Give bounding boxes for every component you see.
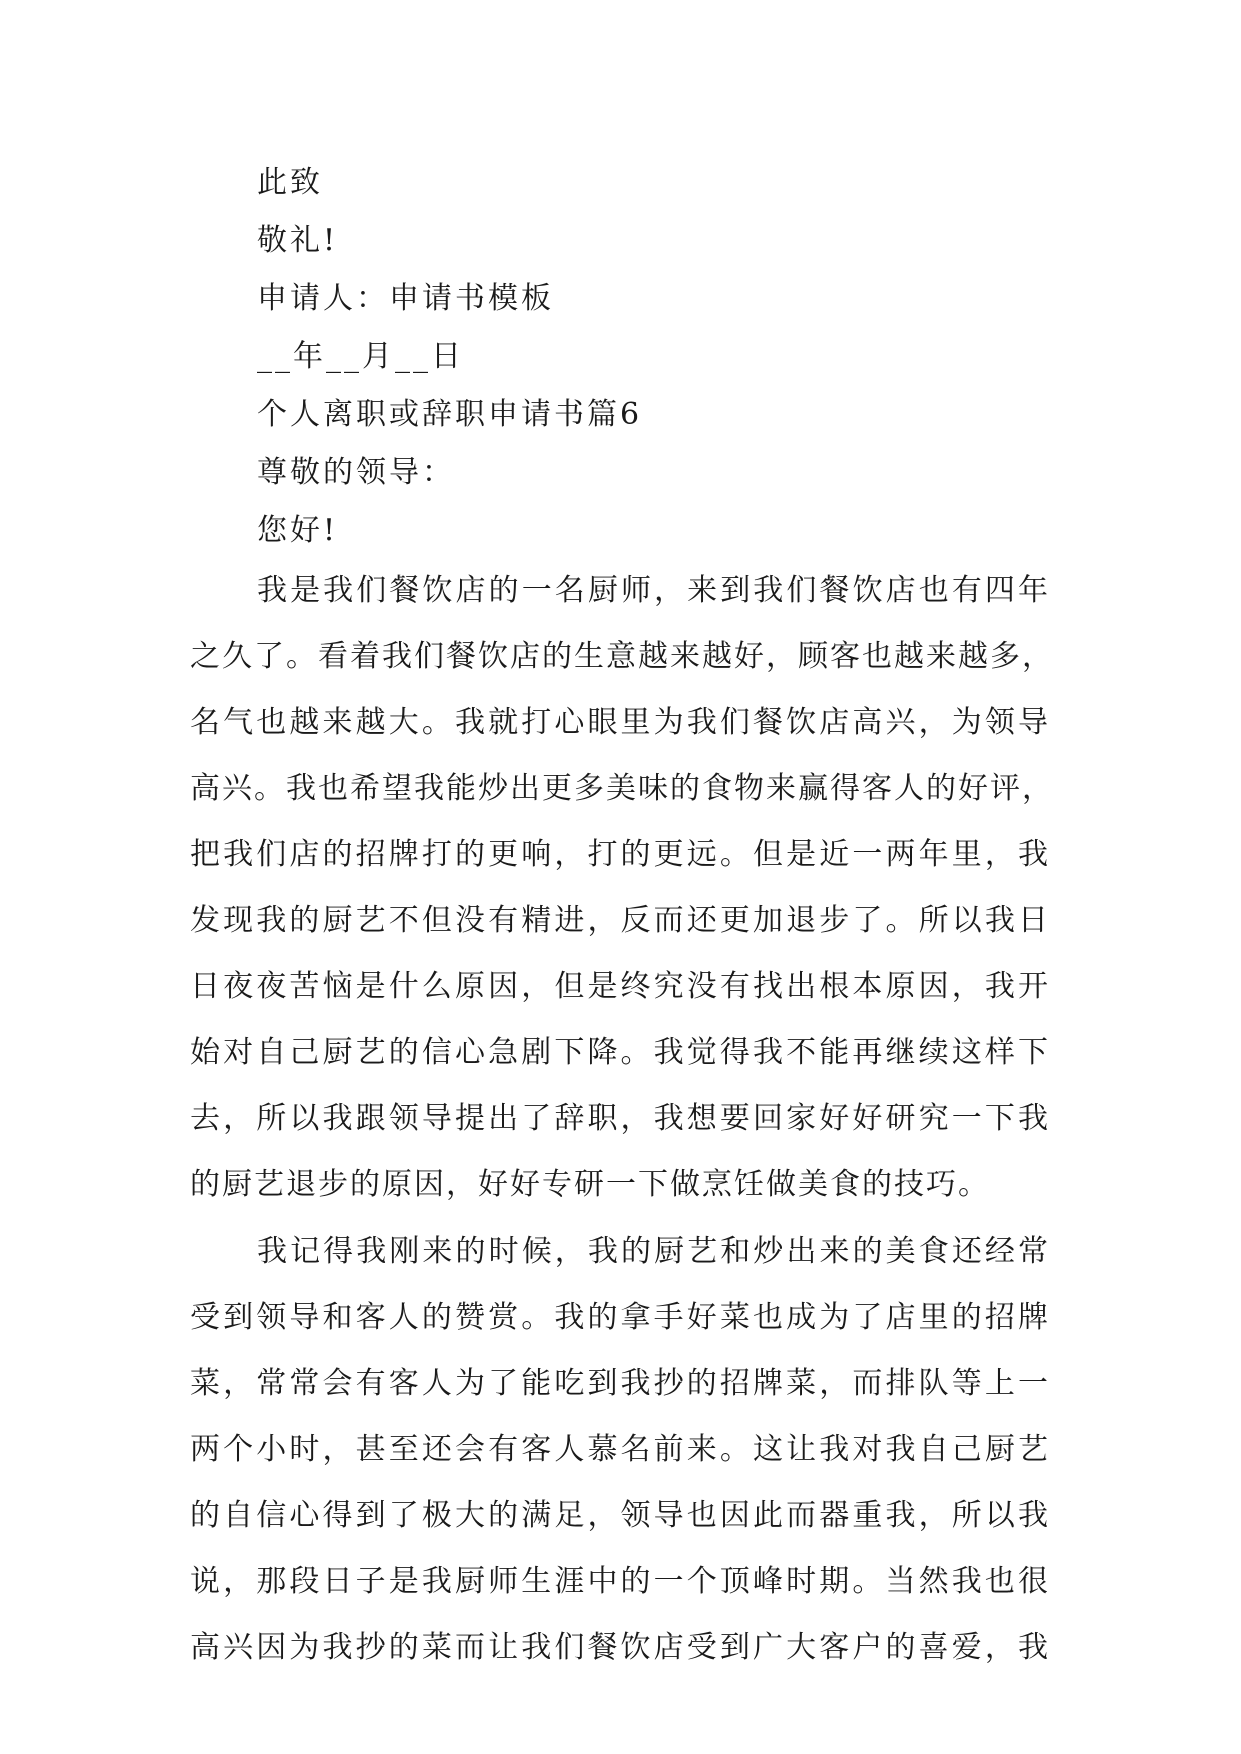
paragraph-1-line: 日夜夜苦恼是什么原因，但是终究没有找出根本原因，我开: [190, 969, 1050, 1004]
paragraph-2: [190, 1230, 1050, 1692]
paragraph-1-line: 名气也越来越大。我就打心眼里为我们餐饮店高兴，为领导: [190, 705, 1050, 740]
paragraph-2-line: 受到领导和客人的赞赏。我的拿手好菜也成为了店里的招牌: [190, 1300, 1050, 1335]
paragraph-2-line: 说，那段日子是我厨师生涯中的一个顶峰时期。当然我也很: [190, 1564, 1050, 1599]
paragraph-1-line: 把我们店的招牌打的更响，打的更远。但是近一两年里，我: [190, 837, 1050, 872]
paragraph-1-line: 我是我们餐饮店的一名厨师，来到我们餐饮店也有四年: [257, 573, 1050, 608]
paragraph-2-line: 我记得我刚来的时候，我的厨艺和炒出来的美食还经常: [257, 1234, 1050, 1269]
paragraph-2-line: 的自信心得到了极大的满足，领导也因此而器重我，所以我: [190, 1498, 1050, 1533]
paragraph-1-line: 去，所以我跟领导提出了辞职，我想要回家好好研究一下我: [190, 1101, 1050, 1136]
paragraph-1-line: 之久了。看着我们餐饮店的生意越来越好，顾客也越来越多，: [190, 639, 1054, 674]
date-line: __年__月__日: [257, 339, 464, 374]
paragraph-2-line: 菜，常常会有客人为了能吃到我抄的招牌菜，而排队等上一: [190, 1366, 1050, 1401]
greeting-line: 您好!: [257, 513, 339, 548]
paragraph-2-line: 高兴因为我抄的菜而让我们餐饮店受到广大客户的喜爱，我: [190, 1630, 1050, 1665]
paragraph-1-line: 发现我的厨艺不但没有精进，反而还更加退步了。所以我日: [190, 903, 1050, 938]
paragraph-2-line: 两个小时，甚至还会有客人慕名前来。这让我对我自己厨艺: [190, 1432, 1050, 1467]
section-title: 个人离职或辞职申请书篇6: [257, 397, 643, 432]
paragraph-1-line: 的厨艺退步的原因，好好专研一下做烹饪做美食的技巧。: [190, 1167, 990, 1202]
paragraph-1: [190, 569, 1054, 1229]
addressee-line: 尊敬的领导：: [257, 455, 455, 490]
closing-salutation-1: 此致: [257, 165, 323, 200]
applicant-line: 申请人：申请书模板: [257, 281, 554, 316]
closing-salutation-2: 敬礼!: [257, 223, 339, 258]
paragraph-1-line: 高兴。我也希望我能炒出更多美味的食物来赢得客人的好评，: [190, 771, 1054, 806]
paragraph-1-line: 始对自己厨艺的信心急剧下降。我觉得我不能再继续这样下: [190, 1035, 1050, 1070]
